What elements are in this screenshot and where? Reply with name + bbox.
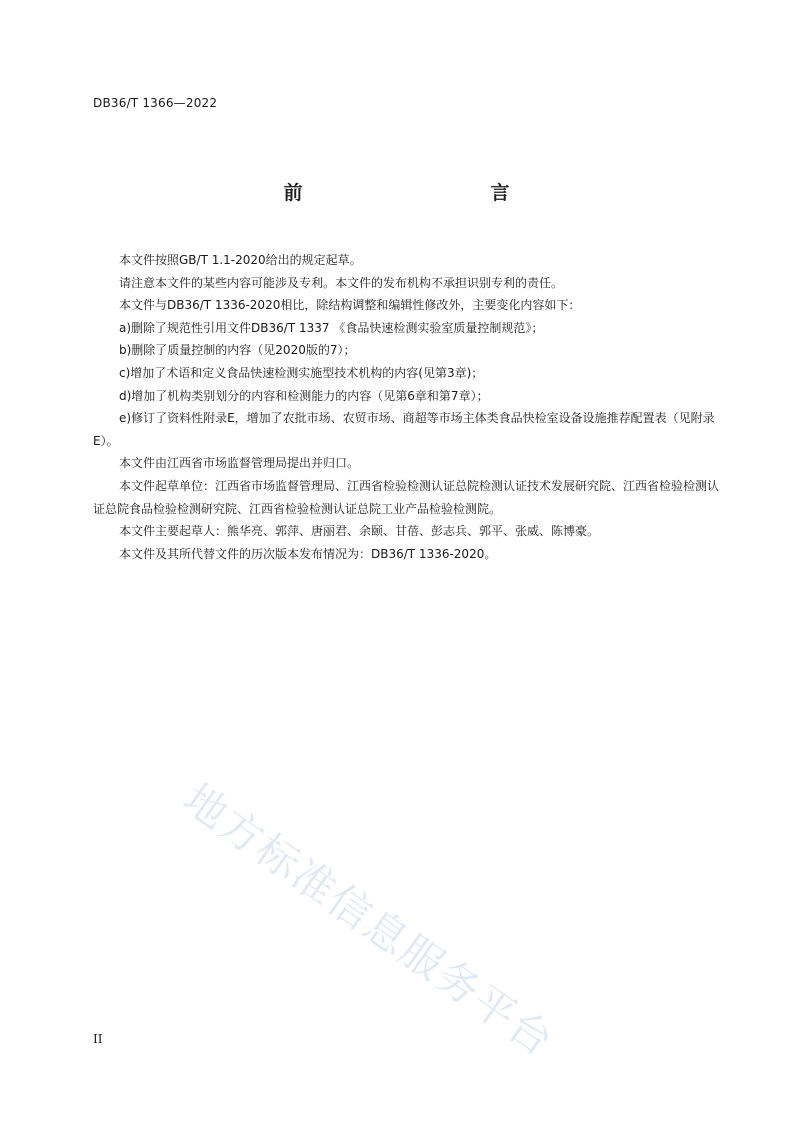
change-item-c: c)增加了术语和定义食品快速检测实施型技术机构的内容(见第3章)；: [119, 365, 484, 380]
foreword-body: [93, 249, 723, 565]
paragraph-drafting-units: 本文件起草单位：江西省市场监督管理局、江西省检验检测认证总院检测认证技术发展研究院、江西省检验检测认证总院食品检验检测研究院、江西省检验检测认证总院工业产品检验检测院。: [93, 478, 720, 516]
watermark: 地方标准信息服务平台: [174, 773, 564, 1067]
standard-code: DB36/T 1366—2022: [93, 96, 218, 110]
paragraph-drafting-rule: 本文件按照GB/T 1.1-2020给出的规定起草。: [119, 253, 362, 267]
page-number: II: [93, 1032, 103, 1046]
paragraph-version-history: 本文件及其所代替文件的历次版本发布情况为：DB36/T 1336-2020。: [119, 546, 497, 561]
page-title: 前 言: [283, 182, 560, 204]
change-item-a: a)删除了规范性引用文件DB36/T 1337 《食品快速检测实验室质量控制规范》；: [119, 320, 544, 335]
paragraph-drafters: 本文件主要起草人：熊华亮、郭萍、唐丽君、余颐、甘蓓、彭志兵、郭平、张威、陈博豪。: [119, 524, 600, 539]
paragraph-patent-notice: 请注意本文件的某些内容可能涉及专利。本文件的发布机构不承担识别专利的责任。: [119, 275, 564, 290]
change-item-d: d)增加了机构类别划分的内容和检测能力的内容（见第6章和第7章）；: [119, 388, 489, 403]
change-item-b: b)删除了质量控制的内容（见2020版的7）；: [119, 343, 356, 358]
change-item-e: e)修订了资料性附录E，增加了农批市场、农贸市场、商超等市场主体类食品快检室设备设施推荐配置表（见附录E）。: [93, 411, 715, 448]
paragraph-changes-intro: 本文件与DB36/T 1336-2020相比，除结构调整和编辑性修改外，主要变化内容如下：: [119, 298, 581, 313]
paragraph-proposer: 本文件由江西省市场监督管理局提出并归口。: [119, 456, 360, 471]
